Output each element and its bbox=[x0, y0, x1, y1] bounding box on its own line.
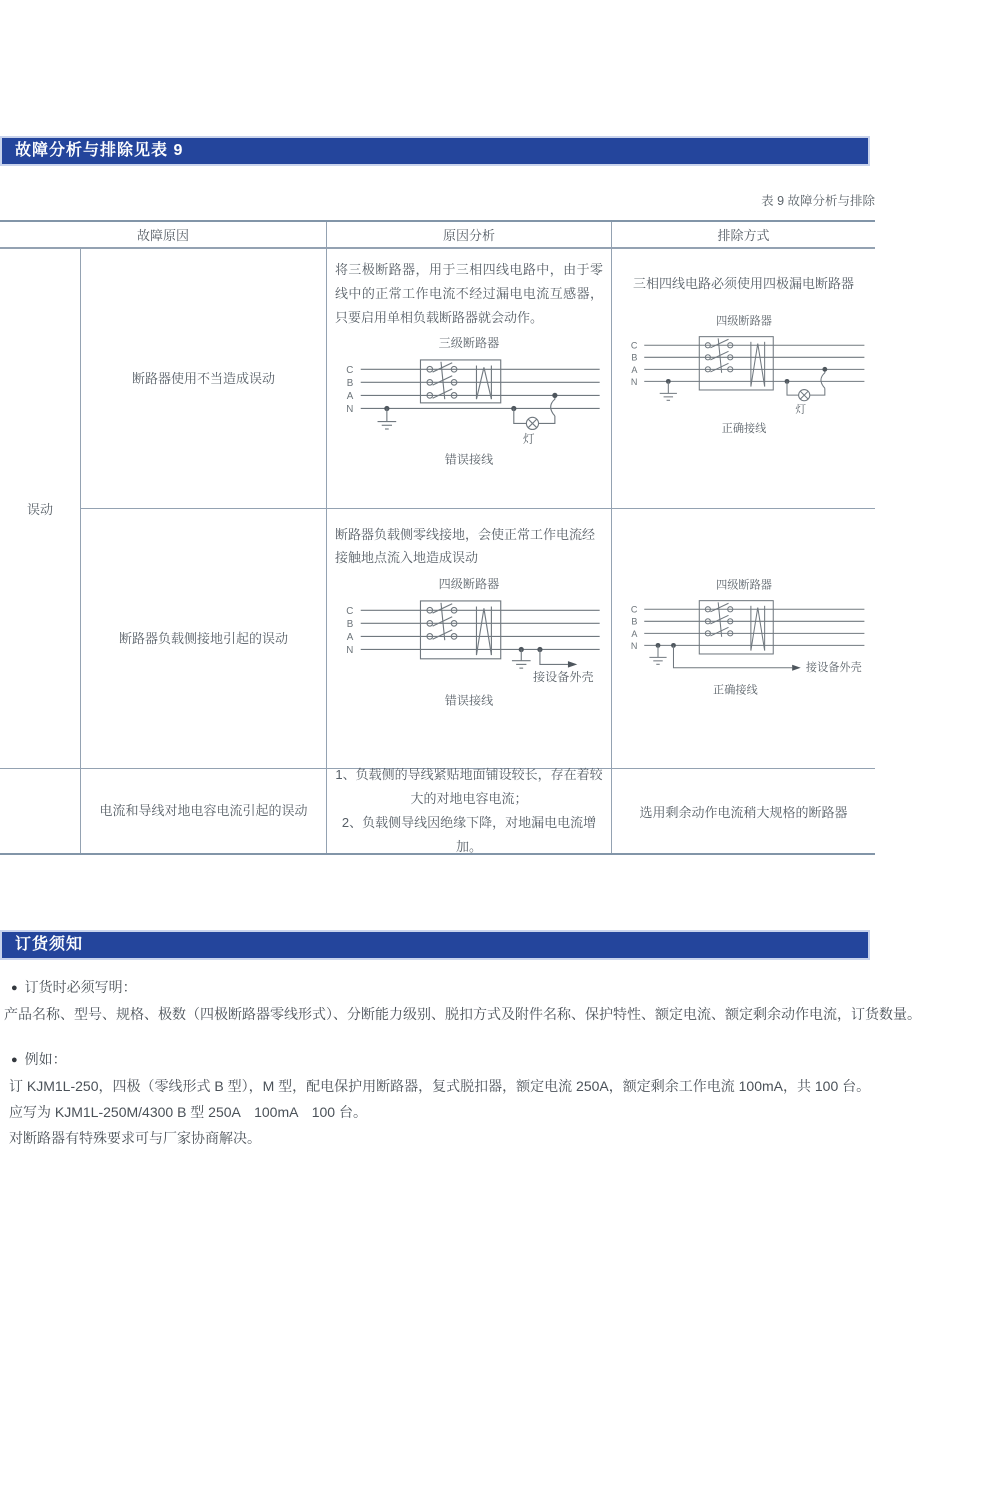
svg-text:B: B bbox=[346, 378, 354, 390]
svg-text:N: N bbox=[630, 640, 637, 651]
fault-analysis-table bbox=[0, 220, 875, 855]
correct-wiring-diagram-shell-ground bbox=[615, 573, 873, 704]
wrong-wiring-diagram-grounded-load bbox=[329, 571, 609, 713]
svg-text:A: A bbox=[346, 391, 354, 403]
equipment-shell-branch bbox=[533, 647, 594, 684]
lamp-branch bbox=[511, 393, 557, 446]
analysis-text-row1: 将三极断路器，用于三相四线电路中，由于零线中的正常工作电流不经过漏电电流互感器，只要启用单相负载断路器就会动作。 bbox=[335, 262, 603, 325]
svg-text:B: B bbox=[630, 352, 637, 363]
svg-text:C: C bbox=[630, 340, 637, 351]
cell-remedy-row3: 选用剩余动作电流稍大规格的断路器 bbox=[639, 804, 848, 820]
cell-cause-row2: 断路器负载侧接地引起的误动 bbox=[81, 509, 327, 769]
phase-labels bbox=[630, 341, 637, 387]
svg-text:C: C bbox=[346, 606, 354, 617]
wrong-wiring-diagram-three-pole bbox=[329, 330, 609, 472]
diagram-caption: 错误接线 bbox=[444, 452, 494, 467]
ordering-note-body: 产品名称、型号、规格、极数（四极断路器零线形式）、分断能力级别、脱扣方式及附件名称、保护特性、额定电流、额定剩余动作电流，订货数量。 bbox=[4, 1006, 921, 1022]
svg-text:A: A bbox=[630, 628, 637, 639]
cell-group-empty-row3 bbox=[0, 769, 81, 853]
row-group-label-misoperation: 误动 bbox=[0, 249, 81, 769]
phase-labels bbox=[346, 365, 354, 415]
svg-text:N: N bbox=[346, 404, 354, 416]
bullet-icon: ● bbox=[11, 982, 18, 994]
bullet-icon: ● bbox=[11, 1054, 18, 1066]
svg-text:B: B bbox=[346, 619, 354, 631]
cell-analysis-row1 bbox=[327, 249, 612, 509]
breaker-box bbox=[420, 601, 500, 659]
analysis-item-1: 1、负载侧的导线紧贴地面铺设较长，存在着较大的对地电容电流； bbox=[335, 767, 603, 806]
cell-remedy-row2 bbox=[612, 509, 875, 769]
cell-cause-row1: 断路器使用不当造成误动 bbox=[81, 249, 327, 509]
equipment-shell-label: 接设备外壳 bbox=[532, 670, 594, 685]
ground-icon bbox=[659, 379, 676, 400]
diagram-caption: 错误接线 bbox=[444, 693, 494, 708]
header-remedy: 排除方式 bbox=[612, 222, 875, 249]
phase-labels bbox=[346, 606, 354, 656]
lamp-branch bbox=[784, 367, 827, 416]
lamp-icon bbox=[526, 417, 538, 429]
ordering-example-heading bbox=[11, 1046, 67, 1073]
section-bar-fault-analysis bbox=[0, 136, 870, 166]
analysis-text-row2: 断路器负载侧零线接地，会使正常工作电流经接触地点流入地造成误动 bbox=[335, 527, 596, 565]
section-title: 故障分析与排除见表 9 bbox=[15, 142, 184, 159]
ground-icon bbox=[378, 406, 397, 429]
svg-text:B: B bbox=[630, 616, 637, 627]
ordering-example-line1: 订 KJM1L-250，四极（零线形式 B 型），M 型，配电保护用断路器，复式脱扣器，额定电流 250A，额定剩余工作电流 100mA，共 100 台。 bbox=[9, 1078, 871, 1094]
svg-text:C: C bbox=[346, 365, 354, 376]
cell-analysis-row3 bbox=[327, 769, 612, 853]
cell-cause-row3: 电流和导线对地电容电流引起的误动 bbox=[81, 769, 327, 853]
breaker-box bbox=[699, 601, 773, 654]
equipment-shell-label: 接设备外壳 bbox=[805, 662, 862, 675]
ordering-example-line2: 应写为 KJM1L-250M/4300 B 型 250A 100mA 100 台。 bbox=[9, 1104, 367, 1120]
breaker-box bbox=[699, 337, 773, 390]
lamp-label: 灯 bbox=[522, 433, 535, 446]
svg-text:N: N bbox=[630, 376, 637, 387]
section-bar-ordering bbox=[0, 930, 870, 960]
correct-wiring-diagram-four-pole bbox=[615, 309, 873, 440]
ground-icon bbox=[649, 643, 666, 664]
lamp-icon bbox=[798, 390, 809, 401]
svg-text:A: A bbox=[630, 364, 637, 375]
phase-labels bbox=[630, 605, 637, 651]
section-title: 订货须知 bbox=[15, 936, 84, 953]
svg-text:C: C bbox=[630, 604, 637, 615]
arrow-icon bbox=[792, 665, 801, 671]
breaker-box bbox=[420, 360, 500, 403]
svg-text:N: N bbox=[346, 645, 354, 657]
ground-icon bbox=[512, 647, 531, 668]
diagram-caption: 正确接线 bbox=[721, 423, 766, 436]
ordering-note-heading bbox=[11, 974, 137, 1001]
diagram-title: 四级断路器 bbox=[438, 576, 500, 591]
ordering-example-label: 例如： bbox=[24, 1051, 67, 1067]
table-caption: 表 9 故障分析与排除 bbox=[761, 194, 875, 208]
cell-analysis-row2 bbox=[327, 509, 612, 769]
diagram-title: 四级断路器 bbox=[715, 579, 772, 592]
remedy-text-row1: 三相四线电路必须使用四极漏电断路器 bbox=[632, 276, 854, 291]
ordering-note-label: 订货时必须写明： bbox=[24, 979, 137, 995]
lamp-label: 灯 bbox=[794, 404, 806, 417]
diagram-title: 三级断路器 bbox=[438, 335, 500, 350]
diagram-caption: 正确接线 bbox=[712, 684, 758, 697]
cell-remedy-row1 bbox=[612, 249, 875, 509]
header-cause-analysis: 原因分析 bbox=[327, 222, 612, 249]
header-fault-cause: 故障原因 bbox=[0, 222, 327, 249]
svg-text:A: A bbox=[346, 632, 354, 644]
diagram-title: 四级断路器 bbox=[715, 315, 772, 328]
ordering-example-line3: 对断路器有特殊要求可与厂家协商解决。 bbox=[9, 1130, 261, 1146]
arrow-icon bbox=[568, 661, 577, 668]
analysis-item-2: 2、负载侧导线因绝缘下降，对地漏电电流增加。 bbox=[341, 815, 597, 854]
